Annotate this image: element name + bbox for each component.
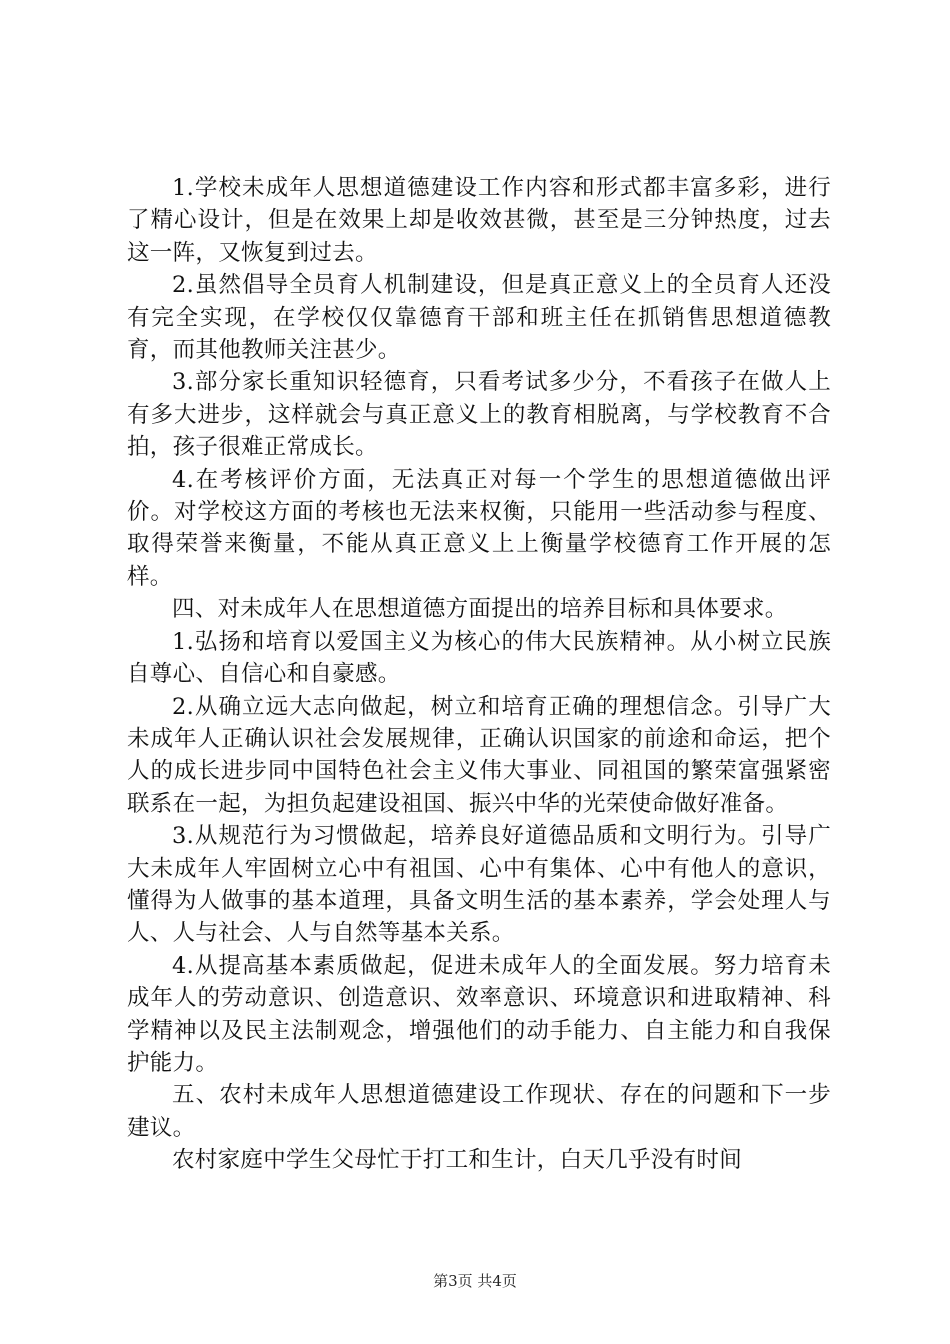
document-body [127, 172, 831, 1177]
paragraph: 2.从确立远大志向做起，树立和培育正确的理想信念。引导广大未成年人正确认识社会发展规律，正确认识国家的前途和命运，把个人的成长进步同中国特色社会主义伟大事业、同祖国的繁荣富强紧密联系在一起，为担负起建设祖国、振兴中华的光荣使命做好准备。 [127, 693, 831, 817]
paragraph: 农村家庭中学生父母忙于打工和生计，白天几乎没有时间 [172, 1147, 743, 1174]
section-heading: 五、农村未成年人思想道德建设工作现状、存在的问题和下一步建议。 [127, 1082, 831, 1141]
paragraph: 1.弘扬和培育以爱国主义为核心的伟大民族精神。从小树立民族自尊心、自信心和自豪感。 [127, 628, 831, 688]
paragraph: 4.在考核评价方面，无法真正对每一个学生的思想道德做出评价。对学校这方面的考核也无法来权衡，只能用一些活动参与程度、取得荣誉来衡量，不能从真正意义上上衡量学校德育工作开展的怎样。 [127, 466, 831, 590]
paragraph: 1.学校未成年人思想道德建设工作内容和形式都丰富多彩，进行了精心设计，但是在效果上却是收效甚微，甚至是三分钟热度，过去这一阵，又恢复到过去。 [127, 175, 831, 266]
page-number-footer: 第3页 共4页 [433, 1272, 517, 1290]
paragraph: 2.虽然倡导全员育人机制建设，但是真正意义上的全员育人还没有完全实现，在学校仅仅靠德育干部和班主任在抓销售思想道德教育，而其他教师关注甚少。 [127, 272, 831, 364]
paragraph: 3.从规范行为习惯做起，培养良好道德品质和文明行为。引导广大未成年人牢固树立心中有祖国、心中有集体、心中有他人的意识，懂得为人做事的基本道理，具备文明生活的基本素养，学会处理人与人、人与社会、人与自然等基本关系。 [127, 823, 831, 947]
paragraph: 3.部分家长重知识轻德育，只看考试多少分，不看孩子在做人上有多大进步，这样就会与真正意义上的教育相脱离，与学校教育不合拍，孩子很难正常成长。 [127, 369, 831, 461]
section-heading: 四、对未成年人在思想道德方面提出的培养目标和具体要求。 [172, 596, 788, 623]
paragraph: 4.从提高基本素质做起，促进未成年人的全面发展。努力培育未成年人的劳动意识、创造意识、效率意识、环境意识和进取精神、科学精神以及民主法制观念，增强他们的动手能力、自主能力和自我保护能力。 [127, 952, 831, 1076]
